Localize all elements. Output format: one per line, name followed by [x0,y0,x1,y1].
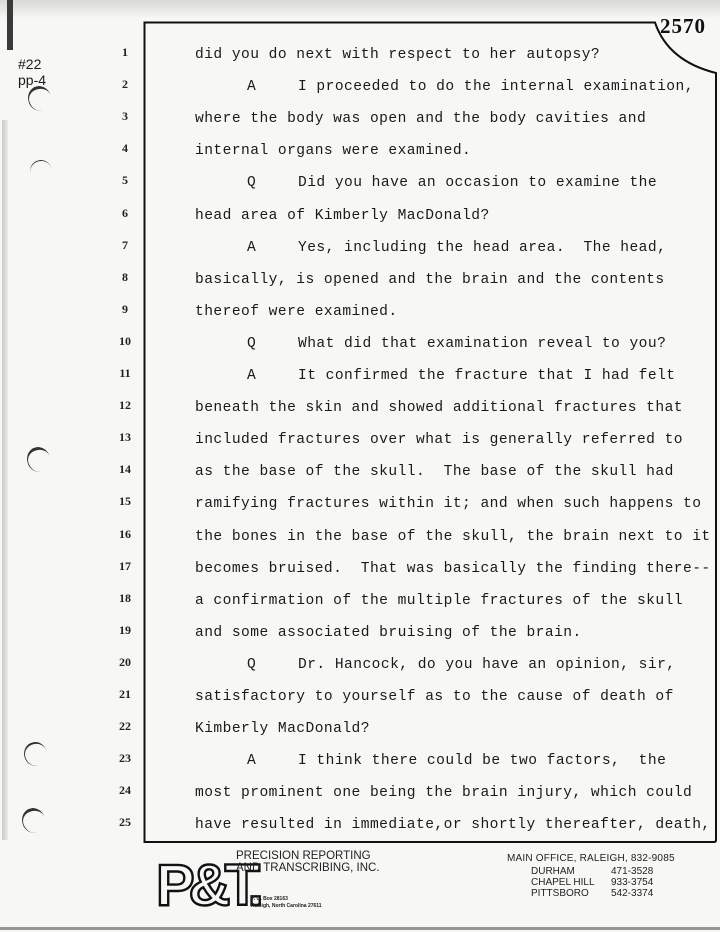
line-number: 13 [119,430,131,445]
line-text: most prominent one being the brain injury, which could [195,785,693,802]
company-name-line1: PRECISION REPORTING [236,850,371,862]
line-number: 4 [122,141,128,156]
office-row [531,877,675,888]
transcript-line [247,753,666,769]
transcript-line [247,79,694,95]
address-line1: P. O. Box 28163 [251,896,288,902]
exhibit-subtag: pp-4 [18,72,47,88]
speaker-label: A [247,79,257,96]
address-line2: Raleigh, North Carolina 27611 [251,903,322,909]
transcript-line [247,657,676,673]
line-number: 14 [119,462,131,477]
line-text: ramifying fractures within it; and when such happens to [195,496,702,513]
scan-top-edge [0,0,720,18]
line-number: 18 [119,590,131,605]
line-text: satisfactory to yourself as to the cause of death of [195,689,674,705]
line-text: where the body was open and the body cavities and [195,111,647,128]
logo-text: P&T. [156,853,258,918]
speaker-label: A [247,753,257,770]
transcript-line [195,689,674,705]
line-number: 23 [119,751,131,766]
line-number: 7 [122,237,128,252]
transcript-line [195,272,665,288]
transcript-line [195,432,683,448]
transcript-line [195,208,490,224]
line-number: 22 [119,719,131,734]
scan-bottom-edge [0,927,720,930]
office-phone: 542-3374 [611,888,654,899]
exhibit-tag: #22 [18,56,42,72]
company-address [251,896,322,910]
transcript-line [195,464,674,480]
company-logo [154,853,258,918]
line-number: 11 [119,366,131,380]
speaker-label: Q [247,175,257,192]
transcript-line [195,304,398,320]
page-number: 2570 [660,14,706,38]
transcript-line [195,47,600,63]
transcript-line [195,111,646,127]
line-number: 12 [119,398,131,413]
office-phone: 933-3754 [611,877,654,888]
transcript-line [195,529,711,545]
line-number: 6 [122,205,128,220]
transcript-line [195,143,471,159]
transcript-line [195,625,582,641]
line-text: as the base of the skull. The base of the skull had [195,464,674,481]
line-text: the bones in the base of the skull, the brain next to it [195,528,711,545]
line-number: 2 [122,77,128,92]
line-text: basically, is opened and the brain and the contents [195,271,665,288]
transcript-line [247,368,676,384]
line-text: a confirmation of the multiple fractures of the skull [195,592,684,609]
line-text: I proceeded to do the internal examination, [298,79,694,96]
line-text: thereof were examined. [195,303,398,320]
transcript-line [195,593,683,609]
line-text: did you do next with respect to her autopsy? [195,47,601,63]
line-number: 21 [119,687,131,701]
office-list [507,853,675,899]
line-number: 25 [119,815,131,830]
transcript-line [195,400,683,416]
line-text: What did that examination reveal to you? [298,335,667,352]
transcript-line [195,721,370,737]
scan-left-edge [2,120,8,840]
office-city: PITTSBORO [531,888,589,899]
transcript-line [195,817,711,833]
line-number: 17 [119,558,131,573]
speaker-label: Q [247,656,257,673]
company-name-line2: AND TRANSCRIBING, INC. [236,862,380,874]
line-text: and some associated bruising of the brain. [195,624,582,641]
line-text: included fractures over what is generally referred to [195,432,684,449]
transcript-line [247,240,666,256]
punch-hole-icon [21,739,49,768]
line-number: 1 [122,45,128,59]
transcript-line [195,785,692,801]
line-number: 19 [119,622,131,637]
company-name [236,850,380,874]
line-number: 10 [119,333,131,348]
binding-mark [7,0,13,50]
line-text: beneath the skin and showed additional fractures that [195,400,684,417]
line-text: have resulted in immediate,or shortly thereafter, death, [195,817,711,834]
line-text: Yes, including the head area. The head, [298,239,667,256]
transcript-line [247,336,666,352]
office-city: DURHAM [531,866,575,877]
line-number: 5 [122,173,128,188]
speaker-label: A [247,368,257,384]
line-text: internal organs were examined. [195,143,472,160]
office-phone: 471-3528 [611,866,654,877]
line-number: 8 [122,269,128,284]
line-text: head area of Kimberly MacDonald? [195,207,490,224]
office-row [531,888,675,899]
punch-hole-icon [24,444,53,474]
office-city: CHAPEL HILL [531,877,595,888]
speaker-label: Q [247,335,257,352]
transcript-line [195,496,701,512]
main-office: MAIN OFFICE, RALEIGH, 832-9085 [507,853,675,864]
punch-hole-icon [19,805,48,835]
punch-hole-icon [27,158,54,186]
line-text: Dr. Hancock, do you have an opinion, sir, [298,656,676,673]
line-text: Did you have an occasion to examine the [298,175,658,192]
line-text: Kimberly MacDonald? [195,721,370,738]
line-text: It confirmed the fracture that I had felt [298,368,676,384]
transcript-line [195,561,711,577]
line-text: I think there could be two factors, the [298,753,667,770]
line-number: 9 [122,301,128,316]
line-number: 3 [122,109,128,124]
line-text: becomes bruised. That was basically the finding there-- [195,560,711,577]
transcript-line [247,175,657,191]
line-number: 20 [119,654,131,669]
line-number: 16 [119,526,131,541]
speaker-label: A [247,239,257,256]
line-number: 24 [119,783,131,798]
office-row [531,866,675,877]
line-number: 15 [119,494,131,509]
